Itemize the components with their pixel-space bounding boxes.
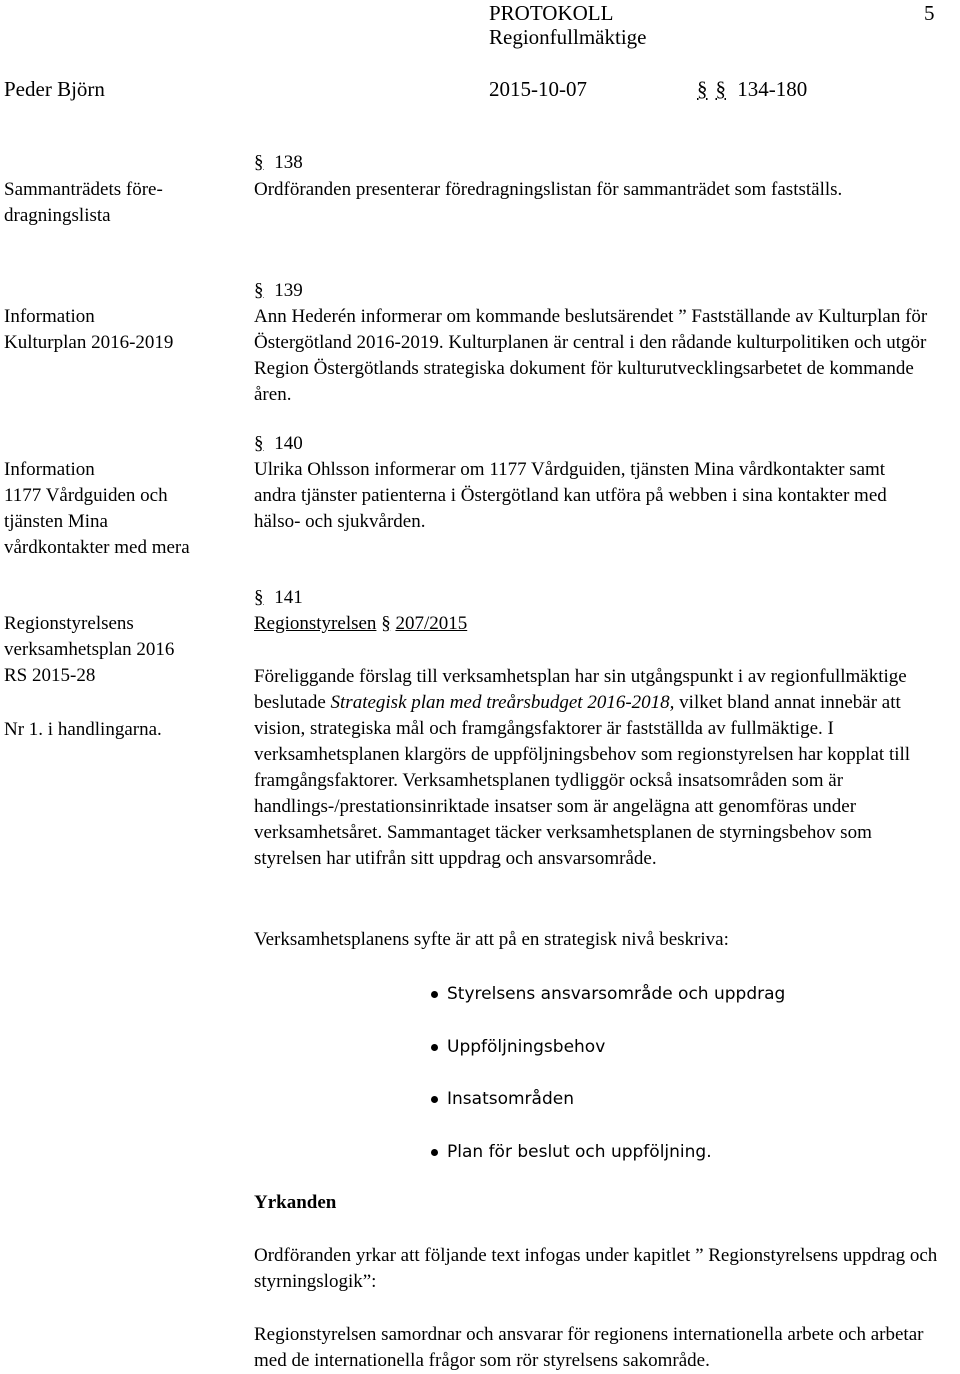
list-item-text: Insatsområden — [447, 1089, 574, 1109]
left-label-line: verksamhetsplan 2016 — [4, 639, 175, 660]
yrkanden-text-1: Ordföranden yrkar att följande text infogas under kapitlet ” Regionstyrelsens uppdrag och styrningslogik”: — [254, 1245, 938, 1292]
list-item-text: Uppföljningsbehov — [447, 1037, 606, 1057]
section-number: 141 — [274, 587, 303, 608]
left-label-line: dragningslista — [4, 205, 111, 226]
section-symbol: § — [697, 77, 708, 101]
purpose-intro: Verksamhetsplanens syfte är att på en strategisk nivå beskriva: — [254, 929, 729, 950]
list-item-text: Plan för beslut och uppföljning. — [447, 1142, 712, 1162]
list-item — [447, 1086, 574, 1112]
bullet-icon — [431, 1149, 438, 1156]
meeting-date: 2015-10-07 — [489, 77, 587, 101]
section-138-number — [254, 150, 944, 176]
list-item-text: Styrelsens ansvarsområde och uppdrag — [447, 984, 786, 1004]
section-141-paragraph — [254, 664, 944, 872]
author: Peder Björn — [4, 77, 105, 101]
section-symbol: § — [381, 613, 391, 634]
section-symbol: § — [715, 77, 726, 101]
paragraph-text: Föreliggande förslag till verksamhetsplan har sin utgångspunkt i av regionfullmäktige beslutade — [254, 666, 907, 713]
left-label-line: tjänsten Mina — [4, 511, 108, 532]
page-number: 5 — [924, 1, 935, 25]
left-label-line: 1177 Vårdguiden och — [4, 485, 168, 506]
section-141-number — [254, 585, 944, 611]
section-139-text: Ann Hederén informerar om kommande beslutsärendet ” Fastställande av Kulturplan för Östergötland 2016-2019. Kulturplanen är central i den rådande kulturpolitiken och utgör Region Östergötlands strategiska dokument för kulturutvecklingsarbetet de kommande åren. — [254, 306, 928, 405]
left-label-line: Regionstyrelsens — [4, 613, 134, 634]
left-label-line: Kulturplan 2016-2019 — [4, 332, 174, 353]
left-label-line: Information — [4, 459, 95, 480]
bullet-icon — [431, 1044, 438, 1051]
section-range — [697, 76, 807, 102]
left-label-line: vårdkontakter med mera — [4, 537, 190, 558]
section-number: 138 — [274, 152, 303, 173]
section-141-reference — [254, 611, 944, 637]
section-symbol: § — [254, 433, 264, 454]
doc-type: PROTOKOLL — [489, 1, 614, 25]
section-140-text: Ulrika Ohlsson informerar om 1177 Vårdguiden, tjänsten Mina vårdkontakter samt andra tjänster patienterna i Östergötland kan utföra på webben i sina kontakter med hälso- och sjukvården. — [254, 459, 887, 532]
reference-body: Regionstyrelsen — [254, 613, 377, 634]
left-label-138 — [4, 177, 234, 229]
left-note-141: Nr 1. i handlingarna. — [4, 719, 162, 740]
left-label-140 — [4, 457, 234, 561]
left-label-141 — [4, 611, 234, 689]
section-139-number — [254, 278, 944, 304]
section-symbol: § — [254, 280, 264, 301]
bullet-icon — [431, 991, 438, 998]
section-symbol: § — [254, 152, 264, 173]
reference-number: 207/2015 — [395, 613, 468, 634]
yrkanden-text-2: Regionstyrelsen samordnar och ansvarar för regionens internationella arbete och arbetar med de internationella frågor som rör styrelsens sakområde. — [254, 1324, 924, 1371]
left-label-139 — [4, 304, 234, 356]
section-138-text: Ordföranden presenterar föredragningslistan för sammanträdet som fastställs. — [254, 179, 843, 200]
list-item — [447, 1139, 712, 1165]
yrkanden-heading: Yrkanden — [254, 1192, 337, 1213]
left-label-line: RS 2015-28 — [4, 665, 96, 686]
bullet-icon — [431, 1096, 438, 1103]
section-symbol: § — [254, 587, 264, 608]
plan-title: Strategisk plan med treårsbudget 2016-2018, — [330, 692, 675, 713]
paragraph-text: vilket bland annat innebär att vision, strategiska mål och framgångsfaktorer är fastställda av fullmäktige. I verksamhetsplanen klargörs de uppföljningsbehov som regionstyrelsen har kopplat till framgångsfaktorer. Verksamhetsplanen tydliggör också insatsområden som är handlings-/prestationsinriktade insatser som är angelägna att genomföras under verksamhetsåret. Sammantaget täcker verksamhetsplanen de styrningsbehov som styrelsen har utifrån sitt uppdrag och ansvarsområde. — [254, 692, 911, 869]
section-140-number — [254, 431, 944, 457]
list-item — [447, 1034, 605, 1060]
list-item — [447, 981, 785, 1007]
body-name: Regionfullmäktige — [489, 25, 647, 49]
section-range-text: 134-180 — [737, 77, 808, 101]
left-label-line: Information — [4, 306, 95, 327]
section-number: 140 — [274, 433, 303, 454]
section-number: 139 — [274, 280, 303, 301]
left-label-line: Sammanträdets före- — [4, 179, 163, 200]
